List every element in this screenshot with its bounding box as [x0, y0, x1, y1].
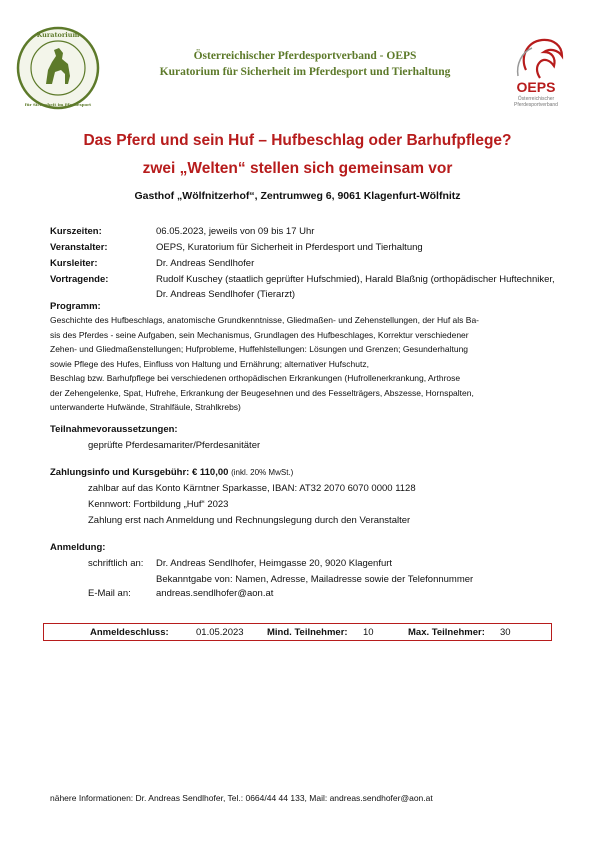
email-label: E-Mail an: [88, 588, 131, 599]
oeps-logo-text: OEPS [516, 79, 556, 95]
program-heading: Programm: [50, 301, 101, 312]
seal-text-bottom: für Sicherheit im Pferdesport [24, 102, 92, 107]
program-line: unterwanderte Hufwände, Strahlfäule, Strahlkrebs) [50, 402, 241, 412]
seal-text-top: Kuratorium [36, 31, 80, 39]
program-line: Zehen- und Gliedmaßenstellungen; Hufprobleme, Huffehlstellungen: Lösungen und Grenzen; Gesunderhaltung [50, 344, 469, 354]
requirements-value: geprüfte Pferdesamariter/Pferdesanitäter [88, 440, 261, 451]
deadline-value: 01.05.2023 [196, 627, 244, 638]
program-line: Beschlag bzw. Barhufpflege bei verschiedenen orthopädischen Erkrankungen (Hufrollenerkrankung, Arthrose [50, 373, 461, 383]
venue: Gasthof „Wölfnitzerhof“, Zentrumweg 6, 9061 Klagenfurt-Wölfnitz [134, 190, 461, 202]
deadline-label: Anmeldeschluss: [90, 627, 169, 638]
value-kurszeiten: 06.05.2023, jeweils von 09 bis 17 Uhr [156, 226, 315, 237]
program-text [50, 313, 550, 415]
payment-heading-note: (inkl. 20% MwSt.) [231, 468, 294, 477]
written-note: Bekanntgabe von: Namen, Adresse, Mailadresse sowie der Telefonnummer [156, 574, 474, 585]
label-kursleiter: Kursleiter: [50, 258, 98, 269]
oeps-logo [496, 30, 576, 108]
label-kurszeiten: Kurszeiten: [50, 226, 102, 237]
value-kursleiter: Dr. Andreas Sendlhofer [156, 258, 255, 269]
min-participants-label: Mind. Teilnehmer: [267, 627, 348, 638]
requirements-heading: Teilnahmevoraussetzungen: [50, 424, 178, 435]
value-vortragende: Rudolf Kuschey (staatlich geprüfter Hufschmied), Harald Blaßnig (orthopädischer Huftechniker, Dr. Andreas Sendlhofer (Tierarzt) [156, 274, 555, 300]
label-veranstalter: Veranstalter: [50, 242, 108, 253]
org-line-1: Österreichischer Pferdesportverband - OEPS [193, 50, 417, 62]
program-line: sis des Pferdes - seine Aufgaben, sein Mechanismus, Grundlagen des Hufbeschlages, Korrektur verschiedener [50, 329, 469, 340]
oeps-logo-sub2: Pferdesportverband [514, 102, 558, 108]
max-participants-value: 30 [500, 627, 511, 638]
oeps-logo-sub1: Österreichischer [517, 96, 555, 102]
kuratorium-seal-logo [16, 26, 100, 110]
footer-contact: nähere Informationen: Dr. Andreas Sendlhofer, Tel.: 0664/44 44 133, Mail: andreas.sendhofer@aon.at [50, 793, 433, 803]
written-label: schriftlich an: [88, 558, 144, 569]
payment-line: Zahlung erst nach Anmeldung und Rechnungslegung durch den Veranstalter [88, 515, 411, 526]
org-line-2: Kuratorium für Sicherheit im Pferdesport und Tierhaltung [159, 66, 451, 78]
payment-line: Kennwort: Fortbildung „Huf“ 2023 [88, 499, 229, 510]
payment-line: zahlbar auf das Konto Kärntner Sparkasse, IBAN: AT32 2070 6070 0000 1128 [88, 483, 416, 494]
email-link[interactable]: andreas.sendlhofer@aon.at [156, 588, 274, 599]
payment-heading [50, 467, 293, 478]
payment-heading-text: Zahlungsinfo und Kursgebühr: € 110,00 [50, 467, 229, 478]
program-line: sowie Pflege des Hufes, Einfluss von Haltung und Ernährung; alternativer Hufschutz, [50, 358, 369, 369]
max-participants-label: Max. Teilnehmer: [408, 627, 485, 638]
label-vortragende: Vortragende: [50, 274, 109, 285]
main-title-line-1: Das Pferd und sein Huf – Hufbeschlag oder Barhufpflege? [83, 132, 512, 149]
program-line: der Zehengelenke, Spat, Hufrehe, Erkrankung der Beugesehnen und des Fesselträgers, Abszesse, Hornspalten, [50, 387, 474, 398]
min-participants-value: 10 [363, 627, 374, 638]
program-line: Geschichte des Hufbeschlags, anatomische Grundkenntnisse, Gliedmaßen- und Zehenstellungen, der Huf als Ba- [50, 315, 480, 325]
written-value: Dr. Andreas Sendlhofer, Heimgasse 20, 9020 Klagenfurt [156, 558, 393, 569]
value-veranstalter: OEPS, Kuratorium für Sicherheit in Pferdesport und Tierhaltung [156, 242, 423, 253]
registration-heading: Anmeldung: [50, 542, 106, 553]
main-title-line-2: zwei „Welten“ stellen sich gemeinsam vor [142, 160, 453, 177]
